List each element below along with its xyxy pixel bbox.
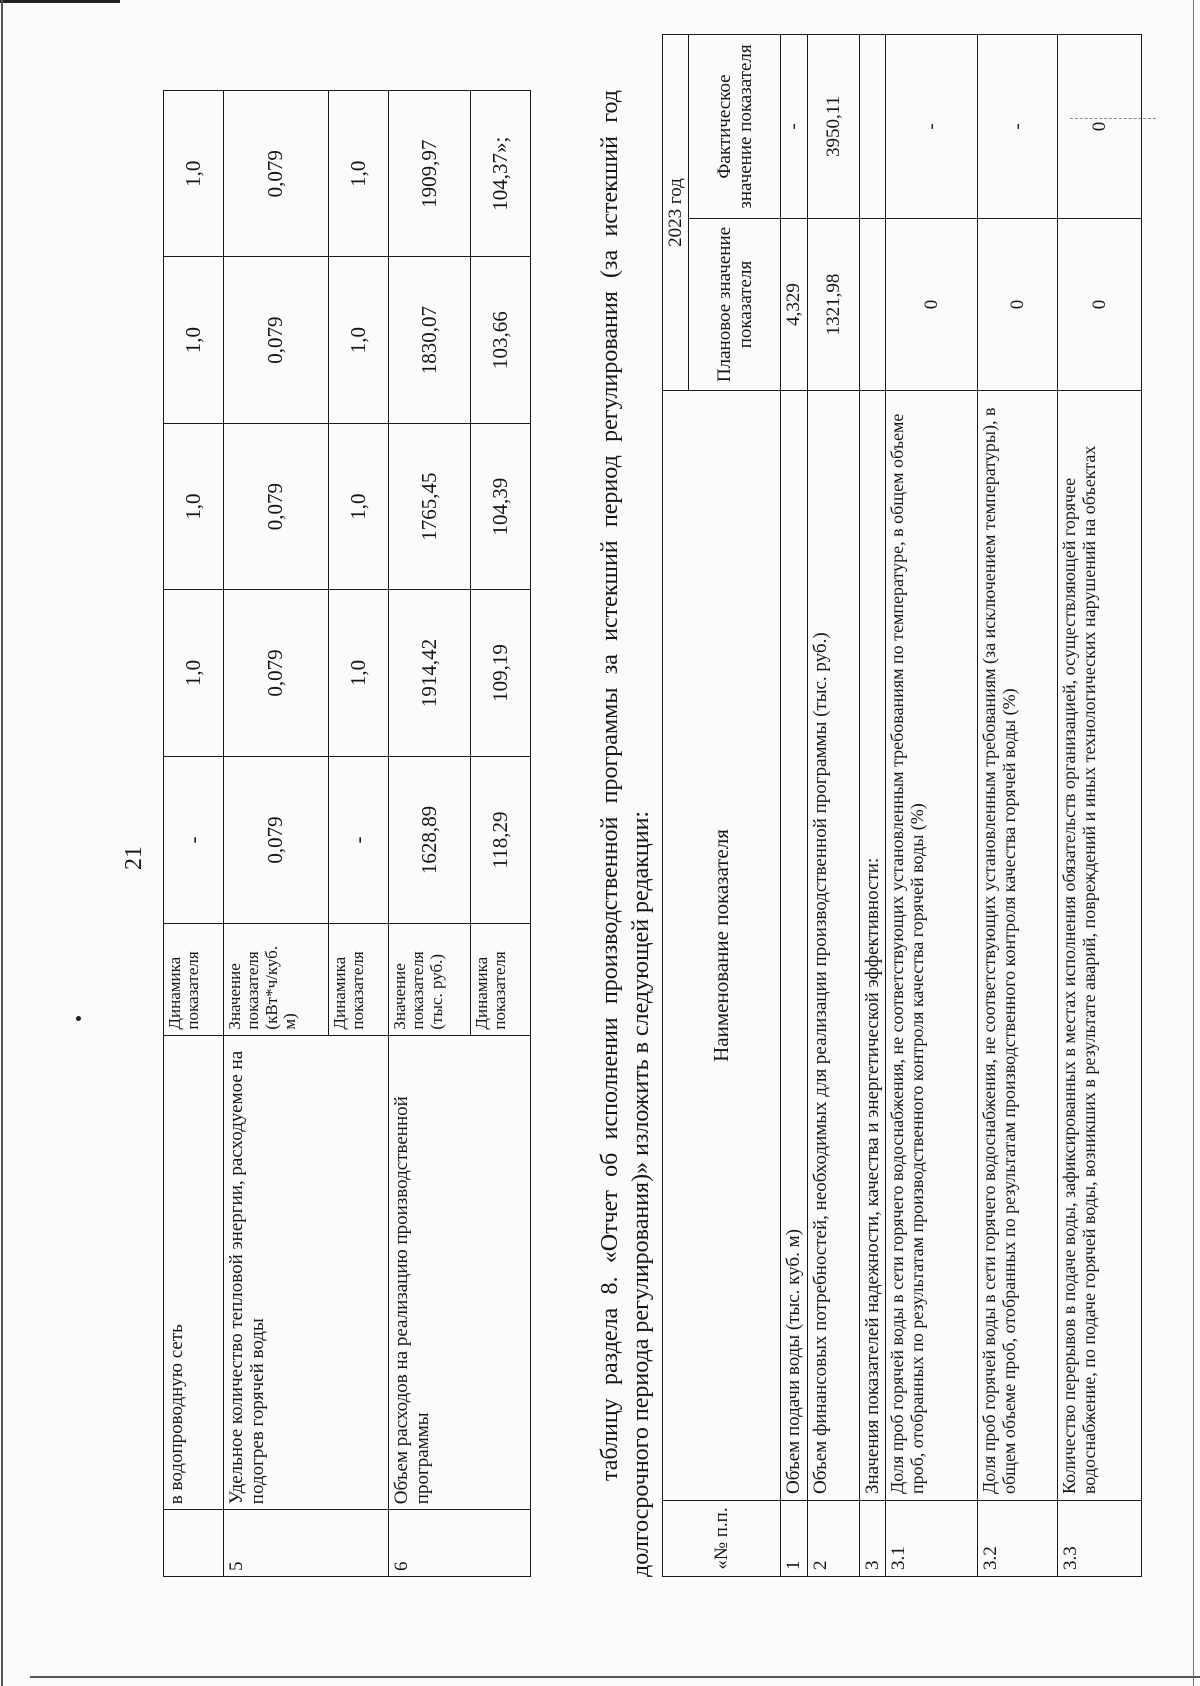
plan-value: 0	[1058, 219, 1142, 391]
value-cell: 0,079	[224, 257, 329, 423]
sub-label: Значение показателя (кВт*ч/куб. м)	[224, 924, 329, 1035]
header-fact: Фактическое значение показателя	[689, 34, 781, 218]
header-year: 2023 год	[663, 34, 689, 390]
value-cell: 1914,42	[389, 590, 471, 756]
rotated-page-content	[60, 44, 1115, 1650]
row-number: 2	[807, 1501, 859, 1577]
header-name: Наименование показателя	[663, 391, 781, 1501]
row-name: Количество перерывов в подаче воды, зафиксированных в местах исполнения обязательств организацией, осуществляющей горячее водоснабжение, по подаче горячей воды, возникших в результате аварий, повреждений и иных технологических нарушений на объектах	[1058, 391, 1142, 1501]
scan-edge-left	[1, 0, 3, 1686]
plan-value: 4,329	[781, 219, 807, 391]
fact-value: -	[978, 34, 1058, 218]
sub-label: Динамика показателя	[329, 924, 389, 1035]
header-plan: Плановое значение показателя	[689, 219, 781, 391]
value-cell: -	[329, 756, 389, 924]
row-number: 3.2	[978, 1501, 1058, 1577]
value-cell: 0,079	[224, 756, 329, 924]
value-cell: 1830,07	[389, 257, 471, 423]
row-number: 3	[859, 1501, 885, 1577]
row-name: Значения показателей надежности, качества и энергетической эффективности:	[859, 391, 885, 1501]
value-cell: 1,0	[164, 257, 224, 423]
table-row	[978, 34, 1058, 1576]
value-cell: 1,0	[164, 91, 224, 257]
value-cell: 109,19	[471, 590, 531, 756]
fact-value: -	[781, 34, 807, 218]
value-cell: 1,0	[164, 423, 224, 589]
sub-label: Динамика показателя	[471, 924, 531, 1035]
value-cell: 0,079	[224, 590, 329, 756]
sub-label: Динамика показателя	[164, 924, 224, 1035]
row-number	[164, 1510, 224, 1577]
value-cell: 118,29	[471, 756, 531, 924]
value-cell: 1,0	[164, 590, 224, 756]
plan-value	[859, 219, 885, 391]
table-row	[389, 91, 471, 1577]
table-row	[886, 34, 978, 1576]
paragraph-text: таблицу раздела 8. «Отчет об исполнении производственной программы за истекший период регулирования (за истекший год долгосрочного периода регулирования)» изложить в следующей редакции:	[597, 90, 655, 1577]
scan-edge-right	[1193, 0, 1194, 1686]
plan-value: 0	[886, 219, 978, 391]
row-number: 3.3	[1058, 1501, 1142, 1577]
value-cell: 103,66	[471, 257, 531, 423]
table-row	[807, 34, 859, 1576]
scan-edge-top	[0, 0, 120, 3]
fact-value: 0	[1058, 34, 1142, 218]
plan-value: 1321,98	[807, 219, 859, 391]
amendment-paragraph	[595, 90, 657, 1577]
table-row	[859, 34, 885, 1576]
table-row	[224, 91, 329, 1577]
report-table	[662, 34, 1142, 1577]
value-cell: 1,0	[329, 91, 389, 257]
value-cell: 104,37»;	[471, 91, 531, 257]
value-cell: 1909,97	[389, 91, 471, 257]
value-cell: 1,0	[329, 257, 389, 423]
fact-value: 3950,11	[807, 34, 859, 218]
fact-value	[859, 34, 885, 218]
value-cell: 0,079	[224, 423, 329, 589]
row-number: 5	[224, 1510, 389, 1577]
row-number: 6	[389, 1510, 531, 1577]
row-name: в водопроводную сеть	[164, 1035, 224, 1510]
row-name: Удельное количество тепловой энергии, расходуемое на подогрев горячей воды	[224, 1035, 389, 1510]
indicators-table	[163, 90, 531, 1577]
row-number: 1	[781, 1501, 807, 1577]
row-name: Объем расходов на реализацию производственной программы	[389, 1035, 531, 1510]
table-row	[1058, 34, 1142, 1576]
value-cell: 1628,89	[389, 756, 471, 924]
row-name: Доля проб горячей воды в сети горячего водоснабжения, не соответствующих установленным требованиям (за исключением температуры), в общем объеме проб, отобранных по результатам производственного контроля качества горячей воды (%)	[978, 391, 1058, 1501]
header-row	[663, 34, 689, 1576]
page-number: 21	[121, 846, 147, 870]
row-name: Объем финансовых потребностей, необходимых для реализации производственной программы (тыс. руб.)	[807, 391, 859, 1501]
value-cell: 1,0	[329, 590, 389, 756]
sub-label: Значение показателя (тыс. руб.)	[389, 924, 471, 1035]
value-cell: 0,079	[224, 91, 329, 257]
row-number: 3.1	[886, 1501, 978, 1577]
table-row	[164, 91, 224, 1577]
header-num: «№ п.п.	[663, 1501, 781, 1577]
fact-value: -	[886, 34, 978, 218]
row-name: Доля проб горячей воды в сети горячего водоснабжения, не соответствующих установленным требованиям по температуре, в общем объеме проб, отобранных по результатам производственного контроля качества горячей воды (%)	[886, 391, 978, 1501]
plan-value: 0	[978, 219, 1058, 391]
table-row	[781, 34, 807, 1576]
scan-edge-bottom	[30, 1676, 1200, 1678]
row-name: Объем подачи воды (тыс. куб. м)	[781, 391, 807, 1501]
value-cell: -	[164, 756, 224, 924]
value-cell: 1765,45	[389, 423, 471, 589]
value-cell: 1,0	[329, 423, 389, 589]
value-cell: 104,39	[471, 423, 531, 589]
